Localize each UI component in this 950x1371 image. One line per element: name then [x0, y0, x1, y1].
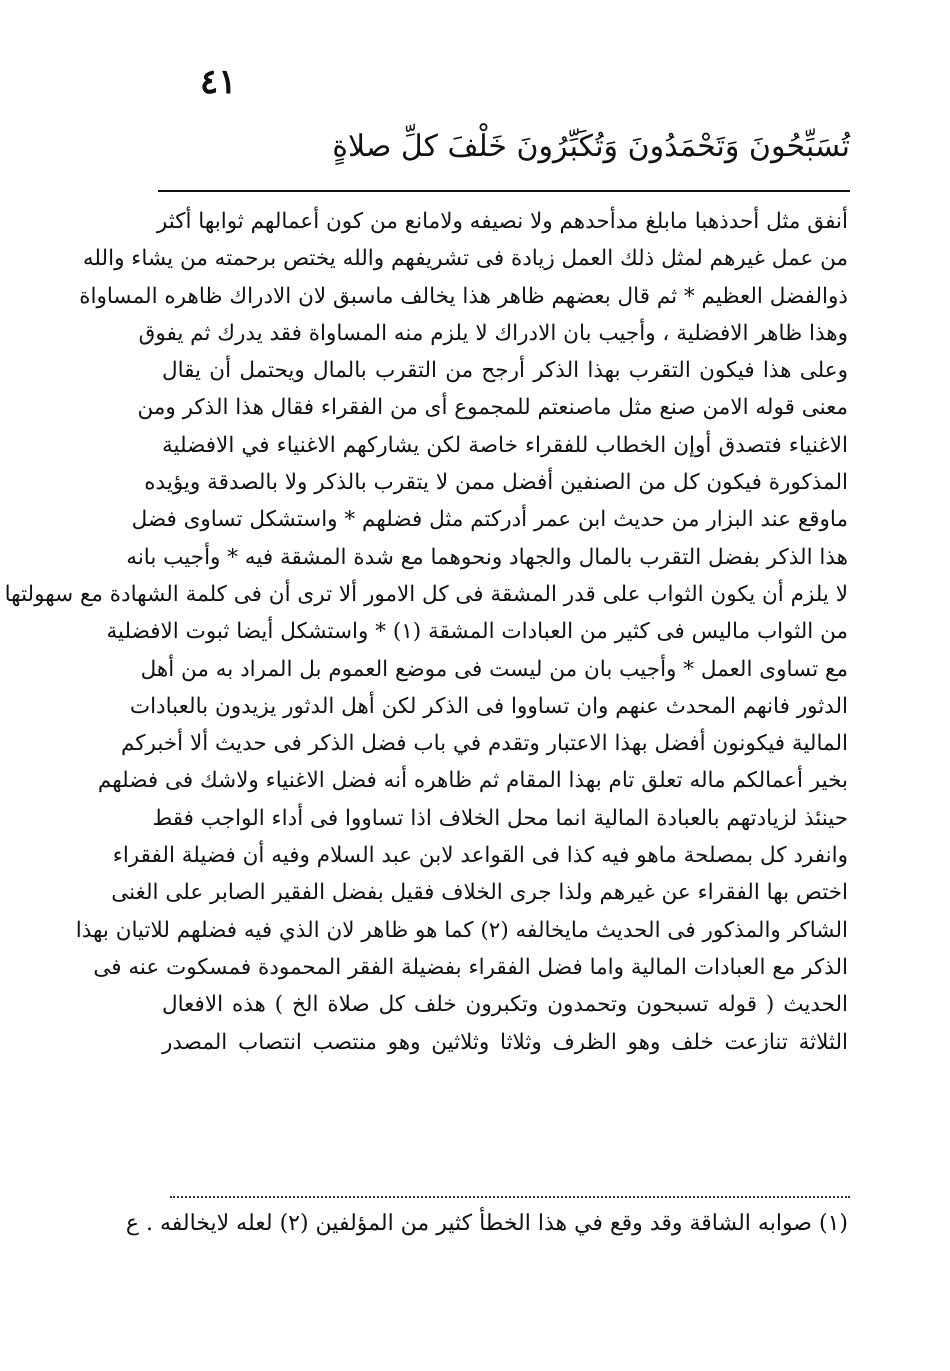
text-line: المالية فيكونون أفضل بهذا الاعتبار وتقدم في باب فضل الذكر فى حديث ألا أخبركم: [120, 731, 848, 757]
page-header-verse: تُسَبِّحُونَ وَتَحْمَدُونَ وَتُكَبِّرُونَ خَلْفَ كلِّ صلاةٍ: [332, 129, 850, 164]
text-line: لا يلزم أن يكون الثواب على قدر المشقة فى كل الامور ألا ترى أن فى كلمة الشهادة مع سهولتها: [4, 581, 848, 607]
footnote: (١) صوابه الشاقة وقد وقع في هذا الخطأ كثير من المؤلفين (٢) لعله لايخالفه . ع: [125, 1211, 848, 1236]
text-line: من الثواب ماليس فى كثير من العبادات المشقة (١) * واستشكل أيضا ثبوت الافضلية: [106, 619, 848, 645]
text-line: بخير أعمالكم ماله تعلق تام بهذا المقام ثم ظاهره أنه فضل الاغنياء ولاشك فى فضلهم: [97, 768, 848, 794]
text-line: ماوقع عند البزار من حديث ابن عمر أدركتم مثل فضلهم * واستشكل تساوى فضل: [131, 507, 848, 533]
text-line: الشاكر والمذكور فى الحديث مايخالفه (٢) كما هو ظاهر لان الذي فيه فضلهم للاتيان بهذا: [75, 917, 848, 943]
text-line: وعلى هذا فيكون التقرب بهذا الذكر أرجح من التقرب بالمال ويحتمل أن يقال: [162, 358, 848, 384]
text-line: هذا الذكر بفضل التقرب بالمال والجهاد ونحوهما مع شدة المشقة فيه * وأجيب بانه: [126, 544, 848, 570]
footnote-divider: [170, 1196, 850, 1198]
text-line: ذوالفضل العظيم * ثم قال بعضهم ظاهر هذا يخالف ماسبق لان الادراك ظاهره المساواة: [79, 283, 848, 309]
header-divider: [158, 190, 850, 192]
text-line: معنى قوله الامن صنع مثل ماصنعتم للمجموع أى من الفقراء فقال هذا الذكر ومن: [137, 395, 848, 421]
text-line: حينئذ لزيادتهم بالعبادة المالية انما محل الخلاف اذا تساووا فى أداء الواجب فقط: [152, 805, 848, 831]
text-line: من عمل غيرهم لمثل ذلك العمل زيادة فى تشريفهم والله يختص برحمته من يشاء والله: [82, 246, 848, 272]
text-line: وهذا ظاهر الافضلية ، وأجيب بان الادراك لا يلزم منه المساواة فقد يدرك ثم يفوق: [138, 320, 848, 346]
text-line: مع تساوى العمل * وأجيب بان من ليست فى موضع العموم بل المراد به من أهل: [140, 656, 848, 682]
text-line: المذكورة فيكون كل من الصنفين أفضل ممن لا يتقرب بالذكر ولا بالصدقة ويؤيده: [144, 470, 848, 496]
text-line: الذكر مع العبادات المالية واما فضل الفقراء بفضيلة الفقر المحمودة فمسكوت عنه فى: [93, 954, 848, 980]
text-line: الدثور فانهم المحدث عنهم وان تساووا فى الذكر لكن أهل الدثور يزيدون بالعبادات: [129, 693, 848, 719]
text-line: الحديث ( قوله تسبحون وتحمدون وتكبرون خلف كل صلاة الخ ) هذه الافعال: [162, 992, 848, 1018]
text-line: وانفرد كل بمصلحة ماهو فيه كذا فى القواعد لابن عبد السلام وفيه أن فضيلة الفقراء: [112, 843, 848, 869]
text-line: أنفق مثل أحدذهبا مابلغ مدأحدهم ولا نصيفه ولامانع من كون أعمالهم ثوابها أكثر: [156, 209, 848, 234]
text-line: الاغنياء فتصدق أوإن الخطاب للفقراء خاصة لكن يشاركهم الاغنياء في الافضلية: [162, 432, 848, 458]
body-text: [4, 203, 848, 1061]
text-line: اختص بها الفقراء عن غيرهم ولذا جرى الخلاف فقيل بفضل الفقير الصابر على الغنى: [111, 880, 848, 906]
text-line: الثلاثة تنازعت خلف وهو الظرف وثلاثا وثلاثين وهو منتصب انتصاب المصدر: [162, 1029, 848, 1055]
page-number: ٤١: [200, 62, 237, 102]
